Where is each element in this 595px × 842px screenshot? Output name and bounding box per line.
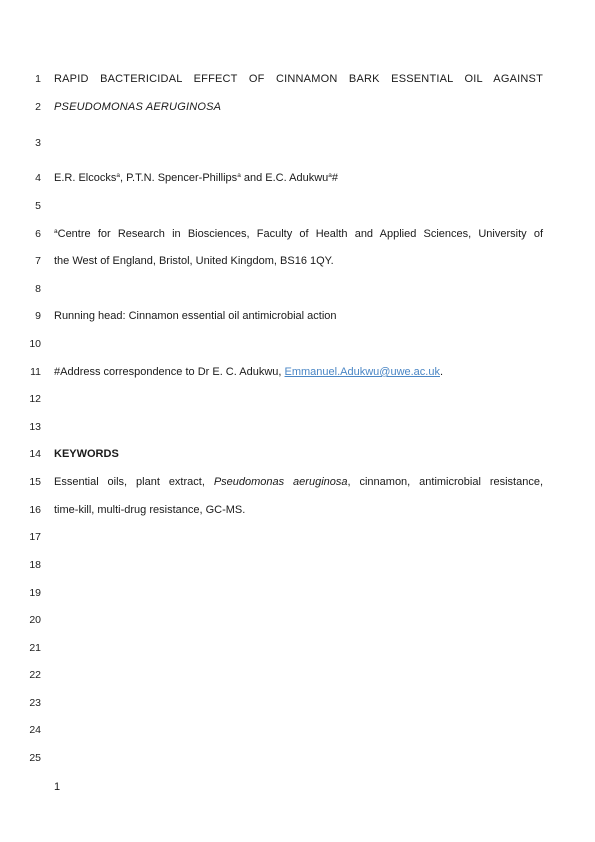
manuscript-line xyxy=(0,99,595,115)
manuscript-line xyxy=(0,529,595,545)
keywords-list xyxy=(54,474,543,490)
manuscript-line xyxy=(0,585,595,601)
manuscript-line xyxy=(0,281,595,297)
line-number: 13 xyxy=(29,421,41,433)
line-number: 25 xyxy=(29,752,41,764)
line-number: 18 xyxy=(29,559,41,571)
running-head: Running head: Cinnamon essential oil antimicrobial action xyxy=(54,310,337,322)
affiliation xyxy=(54,226,543,242)
line-number: 16 xyxy=(29,504,41,516)
manuscript-line xyxy=(0,364,595,380)
line-number: 6 xyxy=(35,228,41,240)
corresponding-marker: # xyxy=(331,172,339,184)
correspondence xyxy=(54,364,543,380)
manuscript-line xyxy=(0,253,595,269)
affiliation-marker: a xyxy=(328,172,332,179)
paper-title-organism: PSEUDOMONAS AERUGINOSA xyxy=(54,101,222,113)
paper-title: RAPID BACTERICIDAL EFFECT OF CINNAMON BARK ESSENTIAL OIL AGAINST xyxy=(54,73,543,85)
manuscript-line xyxy=(0,474,595,490)
line-number: 17 xyxy=(29,531,41,543)
author-separator: and xyxy=(240,172,266,184)
line-number: 19 xyxy=(29,587,41,599)
manuscript-line xyxy=(0,419,595,435)
author-list xyxy=(54,170,543,186)
manuscript-line xyxy=(0,391,595,407)
line-number: 12 xyxy=(29,393,41,405)
keywords-heading: KEYWORDS xyxy=(54,448,119,460)
affiliation-marker: a xyxy=(237,172,241,179)
manuscript-line xyxy=(0,336,595,352)
author-name: E.C. Adukwu xyxy=(265,172,329,184)
author-name: P.T.N. Spencer-Phillips xyxy=(126,172,238,184)
manuscript-line xyxy=(0,612,595,628)
manuscript-line xyxy=(0,695,595,711)
affiliation-marker: a xyxy=(116,172,120,179)
manuscript-line xyxy=(0,750,595,766)
manuscript-line xyxy=(0,722,595,738)
line-number: 15 xyxy=(29,476,41,488)
line-number: 22 xyxy=(29,669,41,681)
keywords-text: time-kill, multi-drug resistance, GC-MS. xyxy=(54,504,246,516)
keyword-organism: Pseudomonas aeruginosa xyxy=(213,476,348,488)
manuscript-line xyxy=(0,667,595,683)
line-number: 10 xyxy=(29,338,41,350)
manuscript-line xyxy=(0,226,595,242)
line-number: 3 xyxy=(35,137,41,149)
affiliation-marker: a xyxy=(54,228,58,235)
manuscript-line xyxy=(0,198,595,214)
manuscript-line xyxy=(0,640,595,656)
line-number: 9 xyxy=(35,310,41,322)
correspondence-end: . xyxy=(439,366,444,378)
line-number: 2 xyxy=(35,101,41,113)
manuscript-line xyxy=(0,71,595,87)
affiliation-text: Centre for Research in Biosciences, Faculty of Health and Applied Sciences, University of xyxy=(57,228,543,240)
line-number: 20 xyxy=(29,614,41,626)
manuscript-line xyxy=(0,557,595,573)
line-number: 24 xyxy=(29,724,41,736)
correspondence-text: #Address correspondence to Dr E. C. Adukwu, xyxy=(54,366,285,378)
keywords-text: , cinnamon, antimicrobial resistance, xyxy=(347,476,544,488)
author-separator: , xyxy=(119,172,127,184)
manuscript-line xyxy=(0,502,595,518)
line-number: 11 xyxy=(30,366,41,378)
manuscript-line xyxy=(0,446,595,462)
line-number: 1 xyxy=(35,73,41,85)
line-number: 4 xyxy=(35,172,41,184)
manuscript-line xyxy=(0,308,595,324)
line-number: 5 xyxy=(35,200,41,212)
line-number: 14 xyxy=(29,448,41,460)
line-number: 21 xyxy=(29,642,41,654)
keywords-text: Essential oils, plant extract, xyxy=(54,476,214,488)
email-link[interactable]: Emmanuel.Adukwu@uwe.ac.uk xyxy=(284,366,440,378)
author-name: E.R. Elcocks xyxy=(54,172,117,184)
line-number: 8 xyxy=(35,283,41,295)
line-number: 7 xyxy=(35,255,41,267)
affiliation-text: the West of England, Bristol, United Kingdom, BS16 1QY. xyxy=(54,255,334,267)
line-number: 23 xyxy=(29,697,41,709)
page-number: 1 xyxy=(54,781,61,793)
manuscript-line xyxy=(0,170,595,186)
manuscript-line xyxy=(0,135,595,151)
